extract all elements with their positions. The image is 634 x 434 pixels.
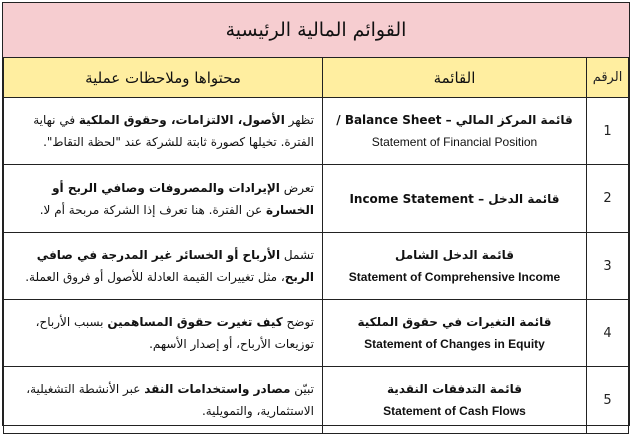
description-highlight: كيف تغيرت حقوق المساهمين — [107, 315, 283, 329]
description-text: عبر الأنشطة التشغيلية، الاستثمارية، والتمويلية. — [26, 382, 314, 418]
statement-description-cell — [4, 165, 323, 233]
description-text: في نهاية الفترة. تخيلها كصورة ثابتة للشركة عند "لحظة التقاط". — [33, 113, 314, 149]
description-text: ، مثل تغييرات القيمة العادلة للأصول أو فروق العملة. — [25, 270, 285, 284]
statement-description-cell — [4, 233, 323, 300]
description-text: بسبب الأرباح، توزيعات الأرباح، أو إصدار الأسهم. — [35, 315, 314, 351]
statements-table — [3, 57, 629, 434]
statement-name-cell — [323, 300, 587, 367]
statement-description-cell — [4, 367, 323, 434]
statement-name-cell — [323, 233, 587, 300]
header-content: محتواها وملاحظات عملية — [4, 58, 323, 98]
table-row — [4, 300, 629, 367]
row-number: 4 — [587, 300, 629, 367]
table-title: القوائم المالية الرئيسية — [3, 3, 629, 58]
description-highlight: الأرباح أو الخسائر غير المدرجة في صافي الربح — [36, 248, 314, 284]
statement-name-line2: Statement of Changes in Equity — [364, 337, 545, 351]
header-number: الرقم — [587, 58, 629, 98]
description-highlight: الأصول، الالتزامات، وحقوق الملكية — [78, 113, 285, 127]
statement-name-line1: قائمة الدخل الشامل — [395, 248, 514, 262]
statement-description-cell — [4, 300, 323, 367]
description-text: تعرض — [279, 180, 314, 195]
statement-name-line1: قائمة المركز المالي – Balance Sheet / — [336, 113, 573, 127]
statement-name-line2: Statement of Financial Position — [371, 135, 538, 149]
statement-name-line1: قائمة التغيرات في حقوق الملكية — [357, 315, 552, 329]
table-row — [4, 98, 629, 165]
description-highlight: الإيرادات والمصروفات وصافي الربح أو الخسارة — [52, 180, 314, 217]
header-statement: القائمة — [323, 58, 587, 98]
description-highlight: مصادر واستخدامات النقد — [144, 382, 291, 396]
statement-name-cell — [323, 165, 587, 233]
table-row — [4, 233, 629, 300]
header-row — [4, 58, 629, 98]
financial-statements-table-frame — [2, 2, 630, 426]
statement-name-cell — [323, 98, 587, 165]
row-number: 2 — [587, 165, 629, 233]
statement-description-cell — [4, 98, 323, 165]
description-text: توضح — [282, 315, 314, 329]
row-number: 1 — [587, 98, 629, 165]
row-number: 3 — [587, 233, 629, 300]
description-text: تبيّن — [290, 382, 314, 396]
statement-name-cell — [323, 367, 587, 434]
statement-name-line2: Statement of Cash Flows — [383, 404, 526, 418]
statement-name-line1: قائمة التدفقات النقدية — [387, 382, 522, 396]
row-number: 5 — [587, 367, 629, 434]
description-text: عن الفترة. هنا تعرف إذا الشركة مربحة أم لا. — [39, 202, 267, 217]
statement-name-line2: Statement of Comprehensive Income — [348, 270, 561, 284]
description-text: تظهر — [284, 113, 314, 127]
description-text: تشمل — [280, 248, 314, 262]
table-row — [4, 367, 629, 434]
statement-name-line1: قائمة الدخل – Income Statement — [349, 191, 560, 206]
table-row — [4, 165, 629, 233]
